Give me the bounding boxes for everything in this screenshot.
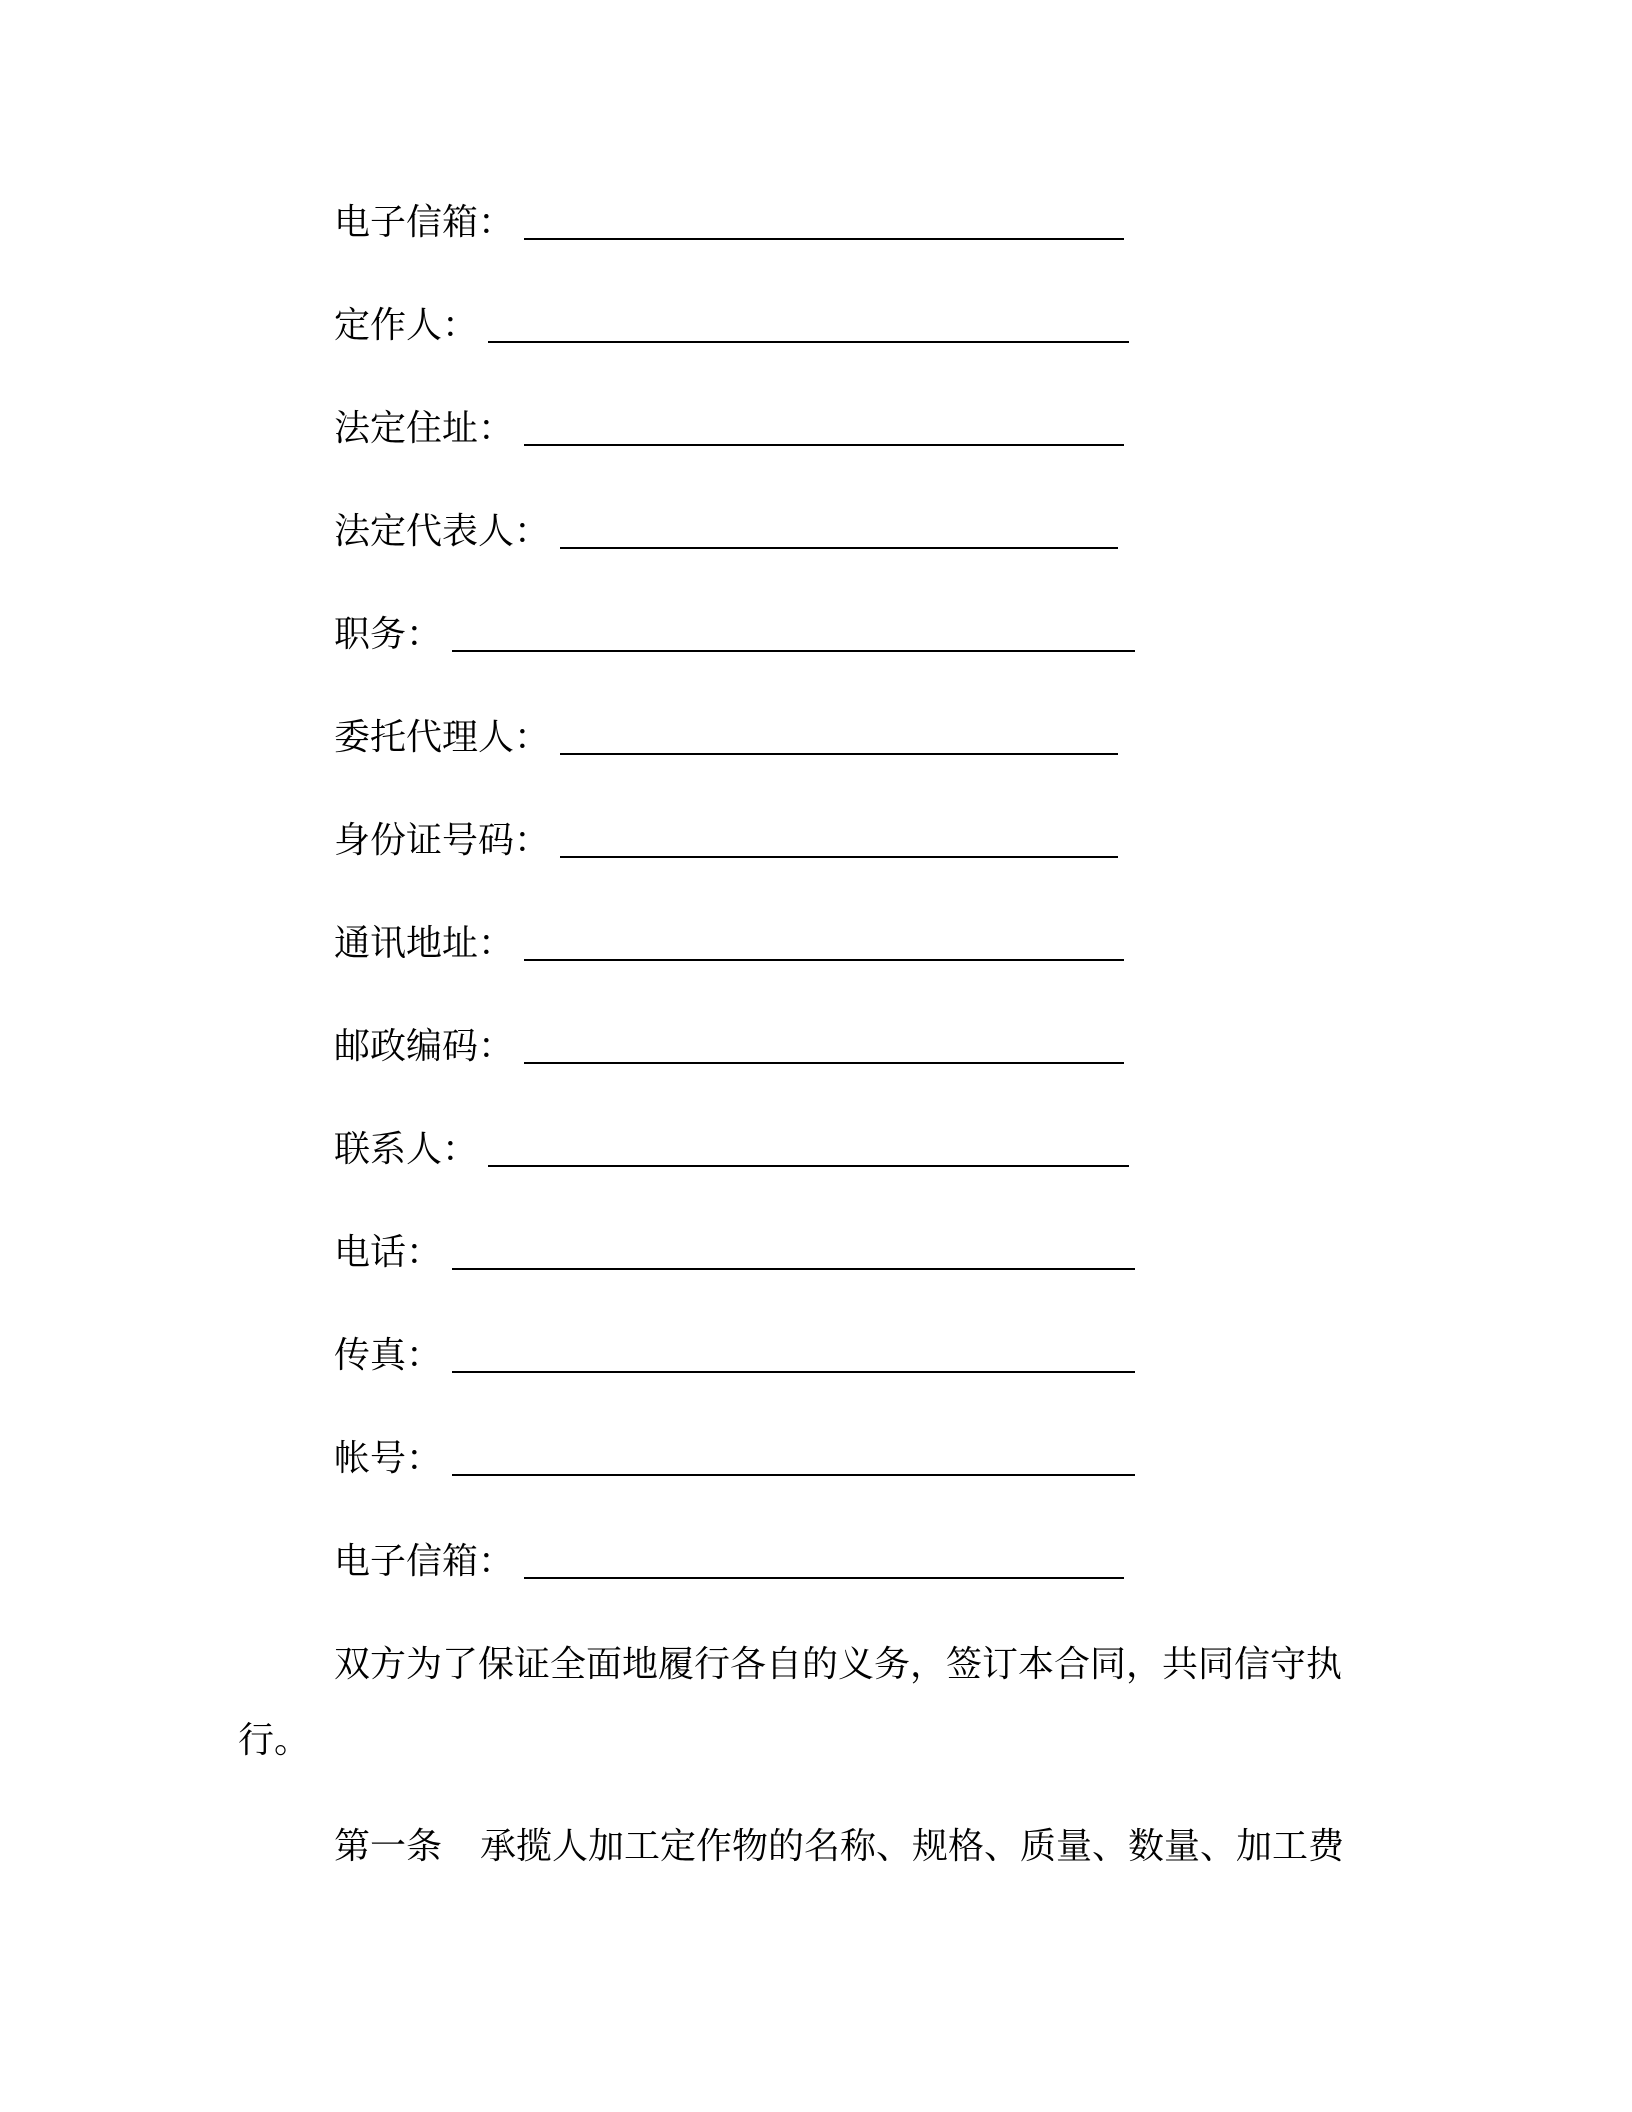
field-position: [334, 610, 1135, 660]
blank-line: [560, 517, 1118, 549]
field-label: 电子信箱：: [334, 202, 515, 243]
paragraph-line-2: 行。: [238, 1720, 311, 1761]
blank-line: [452, 1444, 1135, 1476]
field-fax: [334, 1331, 1135, 1381]
article-number: 第一条: [334, 1826, 443, 1867]
field-phone: [334, 1228, 1135, 1278]
blank-line: [560, 723, 1118, 755]
field-label: 身份证号码：: [334, 820, 551, 861]
field-legal-address: [334, 404, 1124, 454]
field-label: 联系人：: [334, 1129, 479, 1170]
blank-line: [452, 620, 1135, 652]
field-agent: [334, 713, 1118, 763]
blank-line: [524, 414, 1124, 446]
blank-line: [524, 208, 1124, 240]
blank-line: [524, 1547, 1124, 1579]
field-client: [334, 301, 1129, 351]
blank-line: [452, 1238, 1135, 1270]
field-label: 法定住址：: [334, 408, 515, 449]
field-label: 委托代理人：: [334, 717, 551, 758]
field-label: 职务：: [334, 614, 443, 655]
blank-line: [560, 826, 1118, 858]
field-mailing-address: [334, 919, 1124, 969]
field-account: [334, 1434, 1135, 1484]
article-heading: [334, 1822, 1344, 1872]
field-label: 电话：: [334, 1232, 443, 1273]
field-label: 邮政编码：: [334, 1026, 515, 1067]
article-text: 承揽人加工定作物的名称、规格、质量、数量、加工费: [480, 1826, 1345, 1867]
blank-line: [524, 929, 1124, 961]
field-id-number: [334, 816, 1118, 866]
field-email-1: [334, 198, 1124, 248]
field-label: 定作人：: [334, 305, 479, 346]
paragraph-line-1: 双方为了保证全面地履行各自的义务，签订本合同，共同信守执: [334, 1644, 1343, 1685]
field-label: 电子信箱：: [334, 1541, 515, 1582]
field-label: 法定代表人：: [334, 511, 551, 552]
field-contact-person: [334, 1125, 1129, 1175]
blank-line: [524, 1032, 1124, 1064]
blank-line: [488, 1135, 1129, 1167]
field-label: 帐号：: [334, 1438, 443, 1479]
field-label: 通讯地址：: [334, 923, 515, 964]
blank-line: [488, 311, 1129, 343]
field-postal-code: [334, 1022, 1124, 1072]
field-legal-representative: [334, 507, 1118, 557]
field-label: 传真：: [334, 1335, 443, 1376]
field-email-2: [334, 1537, 1124, 1587]
blank-line: [452, 1341, 1135, 1373]
